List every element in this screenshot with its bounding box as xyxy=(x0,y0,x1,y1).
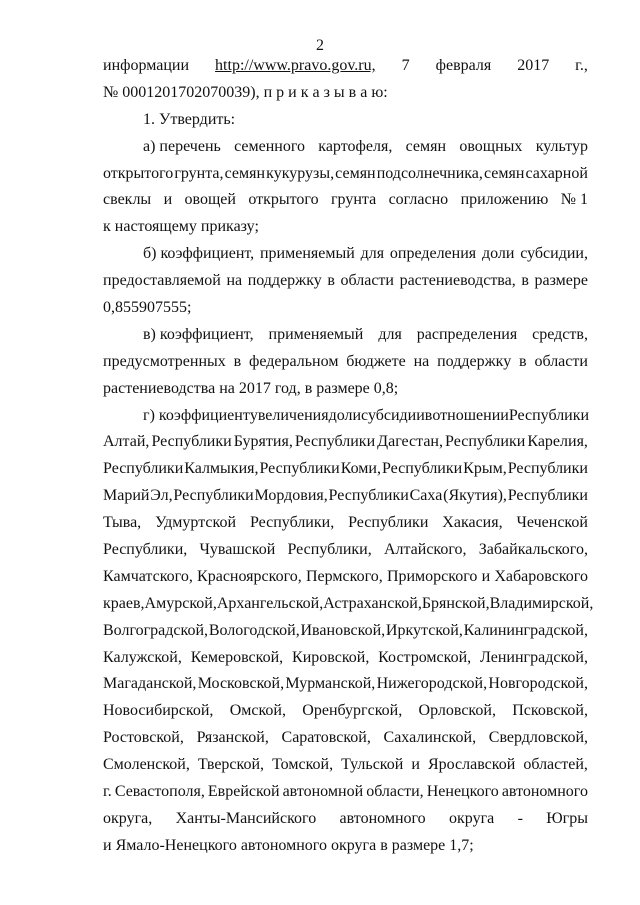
text-segment: Владимирской, xyxy=(489,594,594,612)
text-segment: Республики xyxy=(173,487,254,505)
text-segment: Эл, xyxy=(150,487,173,505)
text-segment: Чувашской xyxy=(199,541,276,559)
text-segment: в xyxy=(327,272,335,290)
text-segment: открытого xyxy=(248,191,319,209)
text-line xyxy=(103,833,588,860)
text-segment: автономной xyxy=(282,783,364,801)
text-line xyxy=(103,725,588,752)
text-segment: Алтай, xyxy=(103,433,150,451)
text-segment: Республики xyxy=(294,433,376,451)
text-segment: Оренбургской, xyxy=(302,702,403,720)
text-segment: овощных xyxy=(459,137,523,155)
text-segment: применяемый xyxy=(259,245,355,263)
text-line xyxy=(103,456,588,483)
text-segment: Иркутской, xyxy=(385,621,463,639)
text-segment: округа, xyxy=(103,809,153,827)
text-segment: и Ямало-Ненецкого автономного округа в размере 1,7; xyxy=(103,836,474,854)
text-segment: грунта, xyxy=(174,164,224,182)
text-segment: краев, xyxy=(103,594,145,612)
text-segment: Тверской, xyxy=(197,756,265,774)
text-segment: Калужской, xyxy=(103,648,182,666)
text-segment: области xyxy=(340,272,394,290)
text-segment: растениеводства, xyxy=(399,272,516,290)
text-segment: г) коэффициент xyxy=(143,406,250,424)
text-segment: картофеля, xyxy=(318,137,393,155)
text-segment: Кемеровской, xyxy=(190,648,284,666)
text-segment: Хакасия, xyxy=(442,514,503,532)
text-segment: Марий xyxy=(103,487,150,505)
text-segment: Еврейской xyxy=(207,783,280,801)
text-line xyxy=(103,53,588,80)
text-segment: на xyxy=(226,272,243,290)
source-link[interactable]: http://www.pravo.gov.ru, xyxy=(215,57,376,74)
text-line xyxy=(103,107,588,134)
text-segment: (Якутия), xyxy=(443,487,507,505)
text-segment: отношении xyxy=(432,406,509,424)
text-segment: увеличения xyxy=(249,406,329,424)
text-segment: Республики xyxy=(507,487,588,505)
text-segment: области xyxy=(534,352,588,370)
text-segment: грунта xyxy=(330,191,377,209)
text-segment: применяемый xyxy=(268,325,364,343)
text-segment: Севастополя, xyxy=(114,783,205,801)
text-line xyxy=(103,779,588,806)
text-segment: поддержку xyxy=(437,352,512,370)
text-segment: приложению xyxy=(460,191,549,209)
page-number: 2 xyxy=(316,37,324,54)
text-segment: Орловской, xyxy=(418,702,496,720)
text-segment: автономного xyxy=(501,783,588,801)
text-segment: овощей xyxy=(184,191,236,209)
text-segment: Калининградской, xyxy=(463,621,588,639)
text-segment: и xyxy=(411,756,420,774)
text-segment: подсолнечника, xyxy=(376,164,483,182)
document-body xyxy=(103,53,594,860)
text-segment: Республики xyxy=(151,433,232,451)
text-line xyxy=(103,564,588,591)
text-segment: Ярославской xyxy=(427,756,516,774)
text-segment: Республики xyxy=(348,514,429,532)
text-segment: Республики xyxy=(507,460,588,478)
text-segment: Забайкальского, xyxy=(478,541,588,559)
text-line xyxy=(103,376,588,403)
text-segment: сахарной xyxy=(525,164,588,182)
text-segment: семян xyxy=(483,164,525,182)
text-segment: Удмуртской xyxy=(155,514,237,532)
text-segment: Камчатского, xyxy=(103,567,193,585)
text-segment: б) коэффициент, xyxy=(143,245,255,263)
text-segment: № 0001201702070039), xyxy=(103,83,260,101)
text-segment: п р и к а з ы в а ю: xyxy=(263,83,388,101)
text-line xyxy=(103,214,588,241)
text-segment: и xyxy=(163,191,173,209)
text-segment: Волгоградской, xyxy=(103,621,209,639)
text-segment: областей, xyxy=(523,756,588,774)
text-segment: Хабаровского xyxy=(494,567,588,585)
text-segment: 1. Утвердить: xyxy=(143,110,236,128)
text-line xyxy=(103,645,588,672)
text-segment: доли xyxy=(481,245,515,263)
text-segment: округа xyxy=(449,809,495,827)
text-segment: предоставляемой xyxy=(103,272,221,290)
text-segment: Пермского, xyxy=(305,567,383,585)
text-segment: Ханты-Мансийского xyxy=(175,809,317,827)
text-segment: Мордовия, xyxy=(254,487,328,505)
text-segment: Приморского xyxy=(386,567,478,585)
text-segment: Тыва, xyxy=(103,514,142,532)
text-segment: Магаданской, xyxy=(103,675,197,693)
text-segment: Кировской, xyxy=(292,648,370,666)
text-segment: Югры xyxy=(546,809,588,827)
text-line xyxy=(103,187,588,214)
text-segment: Брянской, xyxy=(421,594,490,612)
text-segment: г., xyxy=(575,57,588,74)
text-segment: Республики, xyxy=(287,541,372,559)
text-segment: Астраханской, xyxy=(323,594,422,612)
text-segment: в xyxy=(519,352,527,370)
text-segment: Ивановской, xyxy=(300,621,386,639)
text-segment: № 1 xyxy=(560,191,588,209)
text-segment: Новгородской, xyxy=(488,675,588,693)
text-segment: Сахалинской, xyxy=(383,729,477,747)
text-segment: культур xyxy=(535,137,588,155)
text-segment: автономного xyxy=(339,809,426,827)
text-segment: семенного xyxy=(234,137,306,155)
text-segment: в xyxy=(424,406,433,424)
text-segment: Архангельской, xyxy=(216,594,324,612)
text-segment: 7 xyxy=(401,57,410,74)
text-segment: Мурманской, xyxy=(285,675,376,693)
text-line xyxy=(103,483,588,510)
text-segment: Республики xyxy=(381,460,463,478)
text-segment: информации xyxy=(103,57,190,74)
text-segment: поддержку xyxy=(247,272,322,290)
text-line xyxy=(103,537,588,564)
text-segment: Вологодской, xyxy=(208,621,300,639)
text-segment: семян xyxy=(335,164,376,182)
text-segment: Смоленской, xyxy=(103,756,190,774)
text-line xyxy=(103,80,588,107)
text-segment: Республики xyxy=(445,433,526,451)
text-segment: Псковской, xyxy=(512,702,588,720)
text-segment: Чеченской xyxy=(516,514,588,532)
text-line xyxy=(103,671,588,698)
text-segment: Коми, xyxy=(340,460,381,478)
text-line xyxy=(103,591,594,618)
text-segment: семян xyxy=(224,164,266,182)
text-segment: размере xyxy=(534,272,588,290)
text-segment: для xyxy=(378,325,402,343)
text-segment: Алтайского, xyxy=(383,541,467,559)
text-segment: и xyxy=(481,567,491,585)
text-segment: в xyxy=(233,352,242,370)
text-segment: Республики xyxy=(259,460,340,478)
text-segment: Ростовской, xyxy=(103,729,184,747)
text-segment: в xyxy=(521,272,529,290)
text-line xyxy=(103,161,588,188)
text-line xyxy=(103,403,588,430)
text-segment: Республики xyxy=(328,487,409,505)
text-segment: Новосибирской, xyxy=(103,702,214,720)
text-segment: согласно xyxy=(388,191,449,209)
text-line xyxy=(103,752,588,779)
text-segment: открытого xyxy=(103,164,174,182)
text-segment: доли xyxy=(328,406,362,424)
text-line xyxy=(103,618,588,645)
text-segment: семян xyxy=(405,137,447,155)
text-line xyxy=(103,429,588,456)
text-segment: субсидии, xyxy=(520,245,588,263)
text-segment: кукурузы, xyxy=(266,164,335,182)
text-segment: Крым, xyxy=(463,460,507,478)
text-segment: Республики xyxy=(103,460,184,478)
text-segment: Республики xyxy=(508,406,590,424)
text-segment: определения xyxy=(389,245,477,263)
text-line xyxy=(103,241,588,268)
text-line xyxy=(103,134,588,161)
text-segment: федеральном xyxy=(249,352,339,370)
text-segment: Карелия, xyxy=(527,433,588,451)
text-segment: Рязанской, xyxy=(196,729,269,747)
text-segment: Саратовской, xyxy=(281,729,371,747)
text-segment: Тульской xyxy=(341,756,404,774)
text-segment: а) перечень xyxy=(143,137,221,155)
text-segment: бюджете xyxy=(346,352,406,370)
text-segment: Омской, xyxy=(229,702,286,720)
text-segment: свеклы xyxy=(103,191,152,209)
text-segment: к настоящему приказу; xyxy=(103,218,259,236)
text-segment: Бурятия, xyxy=(233,433,293,451)
text-line xyxy=(103,268,588,295)
text-segment: предусмотренных xyxy=(103,352,226,370)
text-segment: для xyxy=(360,245,385,263)
text-segment: распределения xyxy=(416,325,518,343)
text-segment: Московской, xyxy=(197,675,285,693)
text-segment: Ленинградской, xyxy=(480,648,588,666)
text-segment: средств, xyxy=(532,325,588,343)
text-segment: в) коэффициент, xyxy=(143,325,254,343)
text-line xyxy=(103,806,588,833)
text-segment: Амурской, xyxy=(144,594,217,612)
text-segment: Республики, xyxy=(103,541,188,559)
text-segment: 0,855907555; xyxy=(103,299,192,317)
text-segment: Свердловской, xyxy=(488,729,588,747)
text-segment: Томской, xyxy=(272,756,334,774)
text-segment: Нижегородской, xyxy=(376,675,488,693)
text-segment: области, xyxy=(366,783,424,801)
text-line xyxy=(103,698,588,725)
text-segment: - xyxy=(517,809,523,827)
text-segment: Красноярского, xyxy=(197,567,302,585)
text-segment: 2017 xyxy=(517,57,550,74)
text-segment: Калмыкия, xyxy=(184,460,259,478)
text-segment: февраля xyxy=(435,57,492,74)
text-segment: Саха xyxy=(409,487,443,505)
text-line xyxy=(103,295,588,322)
text-segment: Дагестан, xyxy=(377,433,443,451)
text-line xyxy=(103,349,588,376)
text-segment: субсидии xyxy=(361,406,425,424)
text-line xyxy=(103,322,588,349)
text-segment: на xyxy=(413,352,430,370)
text-segment: Ненецкого xyxy=(426,783,499,801)
text-segment: Республики, xyxy=(249,514,335,532)
text-segment: г. xyxy=(103,783,112,801)
text-segment: Костромской, xyxy=(378,648,472,666)
text-segment: растениеводства на 2017 год, в размере 0,8; xyxy=(103,379,399,397)
text-line xyxy=(103,510,588,537)
